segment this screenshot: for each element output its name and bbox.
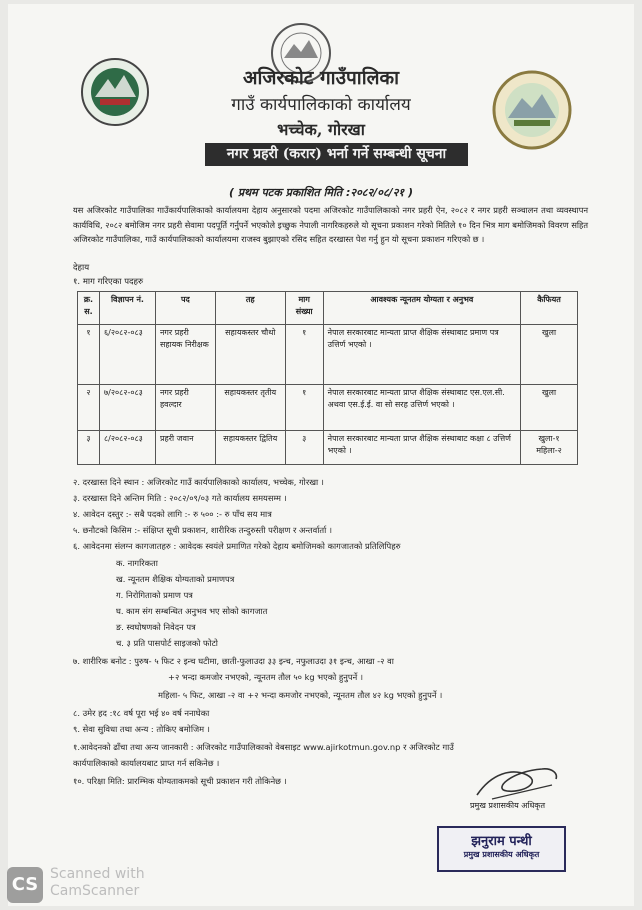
header-qualification: आवश्यक न्यूनतम योग्यता र अनुभव	[323, 292, 520, 325]
table-row	[78, 325, 578, 385]
official-stamp	[437, 826, 566, 872]
cell-ad-no: ६/२०८२-०८३	[99, 325, 155, 385]
published-date: ( प्रथम पटक प्रकाशित मिति :२०८२/०८/२१ )	[228, 186, 414, 199]
item-exam-date: १०. परिक्षा मिति: प्रारम्भिक योग्यताकमको सूची प्रकाशन गरी तोकिनेछ ।	[73, 776, 287, 786]
cell-qualification: नेपाल सरकारबाट मान्यता प्राप्त शैक्षिक संस्थाबाट एस.एल.सी. अथवा एस.ई.ई. वा सो सरह उत्तिर्ण भएको ।	[323, 385, 520, 431]
doc-item: ग. निरोगिताको प्रमाण पत्र	[116, 590, 193, 600]
cell-qualification: नेपाल सरकारबाट मान्यता प्राप्त शैक्षिक संस्थाबाट कक्षा ८ उत्तिर्ण भएको ।	[323, 431, 520, 465]
header-post: पद	[155, 292, 215, 325]
cell-count: १	[285, 325, 323, 385]
dehaya-label: देहाय	[73, 263, 90, 273]
item-physical-female: महिला- ५ फिट, आखा -२ वा +२ भन्दा कमजोर नभएको, न्यूनतम तौल ४२ kg भएको हुनुपर्ने ।	[158, 690, 443, 700]
cell-sn: १	[78, 325, 100, 385]
item-form-info: १.आवेदनको ढाँचा तथा अन्य जानकारी : अजिरकोट गाउँपालिकाको वेबसाइट www.ajirkotmun.gov.np र अजिरकोट गाउँ	[73, 742, 454, 752]
doc-item: ङ. स्वघोषणको निवेदन पत्र	[116, 622, 196, 632]
header-level: तह	[215, 292, 285, 325]
item-application-place: २. दरखास्त दिने स्थान : अजिरकोट गाउँ कार्यपालिकाको कार्यालय, भच्चेक, गोरखा ।	[73, 477, 324, 487]
office-name-line2: गाउँ कार्यपालिकाको कार्यालय	[231, 95, 411, 115]
doc-item: क. नागरिकता	[116, 558, 158, 568]
table-row	[78, 431, 578, 465]
stamp-name: झनुराम पन्थी	[471, 834, 532, 849]
cell-remarks: खुला	[521, 385, 578, 431]
item-age-limit: ८. उमेर हद :१८ वर्ष पूरा भई ४० वर्ष ननाघेका	[73, 708, 210, 718]
item-selection-method: ५. छनौटको किसिम :- संक्षिप्त सूची प्रकाशन, शारीरिक तन्दुरुस्ती परीक्षण र अन्तर्वार्ता ।	[73, 525, 333, 535]
header-remarks: कैफियत	[521, 292, 578, 325]
table-row	[78, 385, 578, 431]
stamp-title: प्रमुख प्रशासकीय अधिकृत	[463, 849, 540, 859]
camscanner-logo: CS	[7, 867, 43, 903]
item-fee: ४. आवेदन दस्तुर :- सबै पदको लागि :- रु ५०० :- रु पाँच सय मात्र	[73, 509, 272, 519]
doc-item: ख. न्यूनतम शैक्षिक योग्यताको प्रमाणपत्र	[116, 574, 235, 584]
cell-ad-no: ७/२०८२-०८३	[99, 385, 155, 431]
signatory-title: प्रमुख प्रशासकीय अधिकृत	[470, 801, 546, 810]
cell-sn: २	[78, 385, 100, 431]
camscanner-watermark	[50, 866, 145, 900]
item-documents: ६. आवेदनमा संलग्न कागजातहरु : आवेदक स्वयंले प्रमाणित गरेको देहाय बमोजिमको कागजातको प्रतिलिपिहरु	[73, 541, 401, 551]
cell-level: सहायकस्तर तृतीय	[215, 385, 285, 431]
section-1-heading: १. माग गरिएका पदहरु	[73, 277, 144, 287]
header-count: माग संख्या	[285, 292, 323, 325]
item-deadline: ३. दरखास्त दिने अन्तिम मिति : २०८२/०९/०३ गते कार्यालय समयसम्म ।	[73, 493, 287, 503]
doc-item: च. ३ प्रति पासपोर्ट साइजको फोटो	[116, 638, 218, 648]
cell-post: प्रहरी जवान	[155, 431, 215, 465]
cell-level: सहायकस्तर द्वितिय	[215, 431, 285, 465]
cell-remarks: खुला-१ महिला-२	[521, 431, 578, 465]
cell-sn: ३	[78, 431, 100, 465]
positions-table	[77, 291, 578, 465]
item-form-info-cont: कार्यपालिकाको कार्यालयबाट प्राप्त गर्न सकिनेछ ।	[73, 758, 220, 768]
cell-post: नगर प्रहरी हवल्दार	[155, 385, 215, 431]
cell-ad-no: ८/२०८२-०८३	[99, 431, 155, 465]
cell-count: ३	[285, 431, 323, 465]
item-physical-male: ७. शारीरिक बनोट : पुरुष- ५ फिट २ इन्च घटीमा, छाती-फुलाउदा ३३ इन्च, नफुलाउदा ३१ इन्च, आखा -२ वा	[73, 656, 394, 666]
signature-mark	[472, 763, 562, 803]
header-ad-no: विज्ञापन नं.	[99, 292, 155, 325]
cell-qualification: नेपाल सरकारबाट मान्यता प्राप्त शैक्षिक संस्थाबाट प्रमाण पत्र उत्तिर्ण भएको ।	[323, 325, 520, 385]
item-physical-male-cont: +२ भन्दा कमजोर नभएको, न्यूनतम तौल ५० kg भएको हुनुपर्ने ।	[168, 672, 363, 682]
header-sn: क्र. स.	[78, 292, 100, 325]
watermark-line1: Scanned with	[50, 866, 145, 882]
doc-item: घ. काम संग सम्बन्धित अनुभव भए सोको कागजात	[116, 606, 268, 616]
cell-remarks: खुला	[521, 325, 578, 385]
notice-title-banner: नगर प्रहरी (करार) भर्ना गर्ने सम्बन्धी सूचना	[205, 143, 468, 166]
item-benefits: ९. सेवा सुविधा तथा अन्य : तोकिए बमोजिम ।	[73, 724, 210, 734]
watermark-line2: CamScanner	[50, 883, 140, 899]
intro-paragraph: यस अजिरकोट गाउँपालिका गाउँकार्यपालिकाको कार्यालयमा देहाय अनुसारको पदमा अजिरकोट गाउँपालिकाको नगर प्रहरी ऐन, २०८२ र नगर प्रहरी सञ्चालन तथा व्यवस्थापन कार्यविधि, २०८२ बमोजिम नगर प्रहरी सेवामा पदपूर्ति गर्नुपर्ने भएकोले इच्छुक नेपाली नागरिकहरुले यो सूचना प्रकाशन गरेको मितिले १० दिन भित्र माग बमोजिमको विवरण सहित अजिरकोट गाउँपालिका, गाउँ कार्यपालिकाको कार्यालयमा राजस्व बुझाएको रसिद सहित दरखास्त पेश गर्नु हुन यो सूचना प्रकाशन गरिएको छ ।	[73, 205, 588, 244]
cell-level: सहायकस्तर चौथो	[215, 325, 285, 385]
office-name-line1: अजिरकोट गाउँपालिका	[242, 67, 400, 89]
cell-post: नगर प्रहरी सहायक निरीक्षक	[155, 325, 215, 385]
cell-count: १	[285, 385, 323, 431]
table-header-row	[78, 292, 578, 325]
office-address: भच्चेक, गोरखा	[277, 120, 365, 139]
